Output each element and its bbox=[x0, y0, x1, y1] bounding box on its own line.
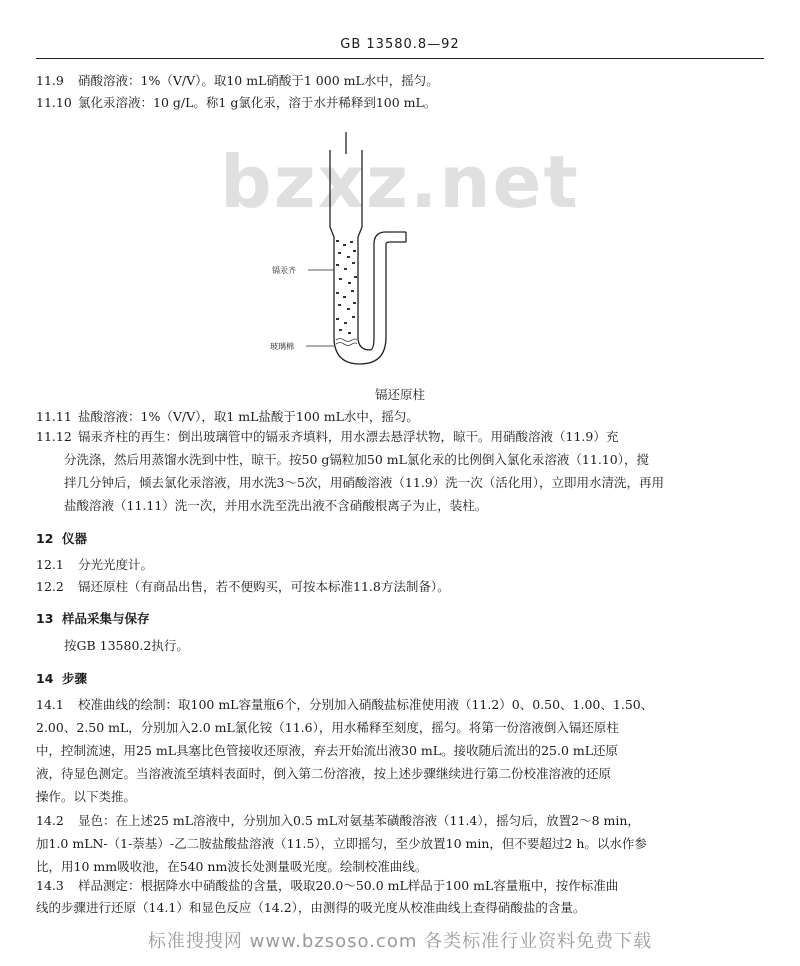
standard-number: GB 13580.8—92 bbox=[340, 37, 460, 52]
item-number: 12.2 bbox=[36, 579, 64, 594]
cadmium-column-figure bbox=[270, 132, 440, 377]
item-text: 显色：在上述25 mL溶液中，分别加入0.5 mL对氨基苯磺酸溶液（11.4），摇匀后，放置2～8 min， bbox=[78, 813, 640, 828]
item-number: 14.3 bbox=[36, 878, 64, 893]
section-number: 14 bbox=[36, 671, 54, 686]
item-14-3 bbox=[36, 877, 764, 895]
item-number: 11.11 bbox=[36, 409, 72, 424]
label-cadmium-amalgam: 镉汞齐 bbox=[272, 266, 296, 275]
section-title: 样品采集与保存 bbox=[62, 611, 150, 626]
section-14-heading bbox=[36, 670, 764, 688]
item-11-12-line-3: 拌几分钟后，倾去氯化汞溶液，用水洗3～5次，用硝酸溶液（11.9）洗一次（活化用），立即用水清洗，再用 bbox=[64, 475, 664, 490]
item-number: 14.2 bbox=[36, 813, 64, 828]
item-12-1 bbox=[36, 556, 764, 574]
item-11-12-line-2: 分洗涤，然后用蒸馏水洗到中性，晾干。按50 g镉粒加50 mL氯化汞的比例倒入氯化汞溶液（11.10），搅 bbox=[64, 452, 649, 467]
item-14-1-line-2: 2.00、2.50 mL，分别加入2.0 mL氯化铵（11.6），用水稀释至刻度，摇匀。将第一份溶液倒入镉还原柱 bbox=[36, 720, 619, 735]
item-14-2 bbox=[36, 812, 764, 830]
item-11-9 bbox=[36, 72, 764, 90]
item-number: 11.10 bbox=[36, 95, 72, 110]
item-number: 11.12 bbox=[36, 429, 72, 444]
section-13-body: 按GB 13580.2执行。 bbox=[64, 638, 189, 653]
item-14-3-line-2: 线的步骤进行还原（14.1）和显色反应（14.2），由测得的吸光度从校准曲线上查得硝酸盐的含量。 bbox=[36, 900, 586, 915]
item-11-10 bbox=[36, 94, 764, 112]
item-14-1 bbox=[36, 696, 764, 714]
section-title: 仪器 bbox=[62, 531, 88, 546]
item-number: 14.1 bbox=[36, 697, 64, 712]
section-number: 12 bbox=[36, 531, 54, 546]
item-11-11 bbox=[36, 408, 764, 426]
item-12-2 bbox=[36, 578, 764, 596]
item-text: 盐酸溶液：1%（V/V），取1 mL盐酸于100 mL水中，摇匀。 bbox=[78, 409, 419, 424]
item-14-1-line-4: 液，待显色测定。当溶液流至填料表面时，倒入第二份溶液，按上述步骤继续进行第二份校准溶液的还原 bbox=[36, 766, 612, 781]
item-14-1-line-5: 操作。以下类推。 bbox=[36, 789, 137, 804]
item-14-1-line-3: 中，控制流速，用25 mL具塞比色管接收还原液，弃去开始流出液30 mL。接收随后流出的25.0 mL还原 bbox=[36, 743, 619, 758]
figure-caption: 镉还原柱 bbox=[374, 387, 425, 402]
item-11-12 bbox=[36, 428, 764, 446]
item-number: 12.1 bbox=[36, 557, 64, 572]
watermark: bzxz.net bbox=[220, 140, 580, 224]
item-text: 镉汞齐柱的再生：倒出玻璃管中的镉汞齐填料，用水漂去悬浮状物，晾干。用硝酸溶液（11.9）充 bbox=[78, 429, 619, 444]
item-11-12-line-4: 盐酸溶液（11.11）洗一次，并用水洗至洗出液不含硝酸根离子为止，装柱。 bbox=[64, 498, 488, 513]
item-number: 11.9 bbox=[36, 73, 64, 88]
item-text: 分光光度计。 bbox=[78, 557, 154, 572]
footer-watermark: 标准搜搜网 www.bzsoso.com 各类标准行业资料免费下载 bbox=[147, 931, 653, 952]
item-text: 镉还原柱（有商品出售，若不便购买，可按本标准11.8方法制备）。 bbox=[78, 579, 450, 594]
page-header bbox=[36, 34, 764, 59]
section-title: 步骤 bbox=[62, 671, 88, 686]
label-glass-wool: 玻璃棉 bbox=[270, 342, 294, 351]
item-text: 硝酸溶液：1%（V/V）。取10 mL硝酸于1 000 mL水中，摇匀。 bbox=[78, 73, 439, 88]
item-14-2-line-3: 比，用10 mm吸收池，在540 nm波长处测量吸光度。绘制校准曲线。 bbox=[36, 859, 428, 874]
item-text: 校准曲线的绘制：取100 mL容量瓶6个，分别加入硝酸盐标准使用液（11.2）0、0.50、1.00、1.50、 bbox=[78, 697, 654, 712]
section-12-heading bbox=[36, 530, 764, 548]
section-number: 13 bbox=[36, 611, 54, 626]
section-13-heading bbox=[36, 610, 764, 628]
item-text: 氯化汞溶液：10 g/L。称1 g氯化汞，溶于水并稀释到100 mL。 bbox=[78, 95, 437, 110]
item-14-2-line-2: 加1.0 mLN-（1-萘基）-乙二胺盐酸盐溶液（11.5），立即摇匀，至少放置10 min，但不要超过2 h。以水作参 bbox=[36, 836, 647, 851]
item-text: 样品测定：根据降水中硝酸盐的含量，吸取20.0～50.0 mL样品于100 mL容量瓶中，按作标准曲 bbox=[78, 878, 619, 893]
